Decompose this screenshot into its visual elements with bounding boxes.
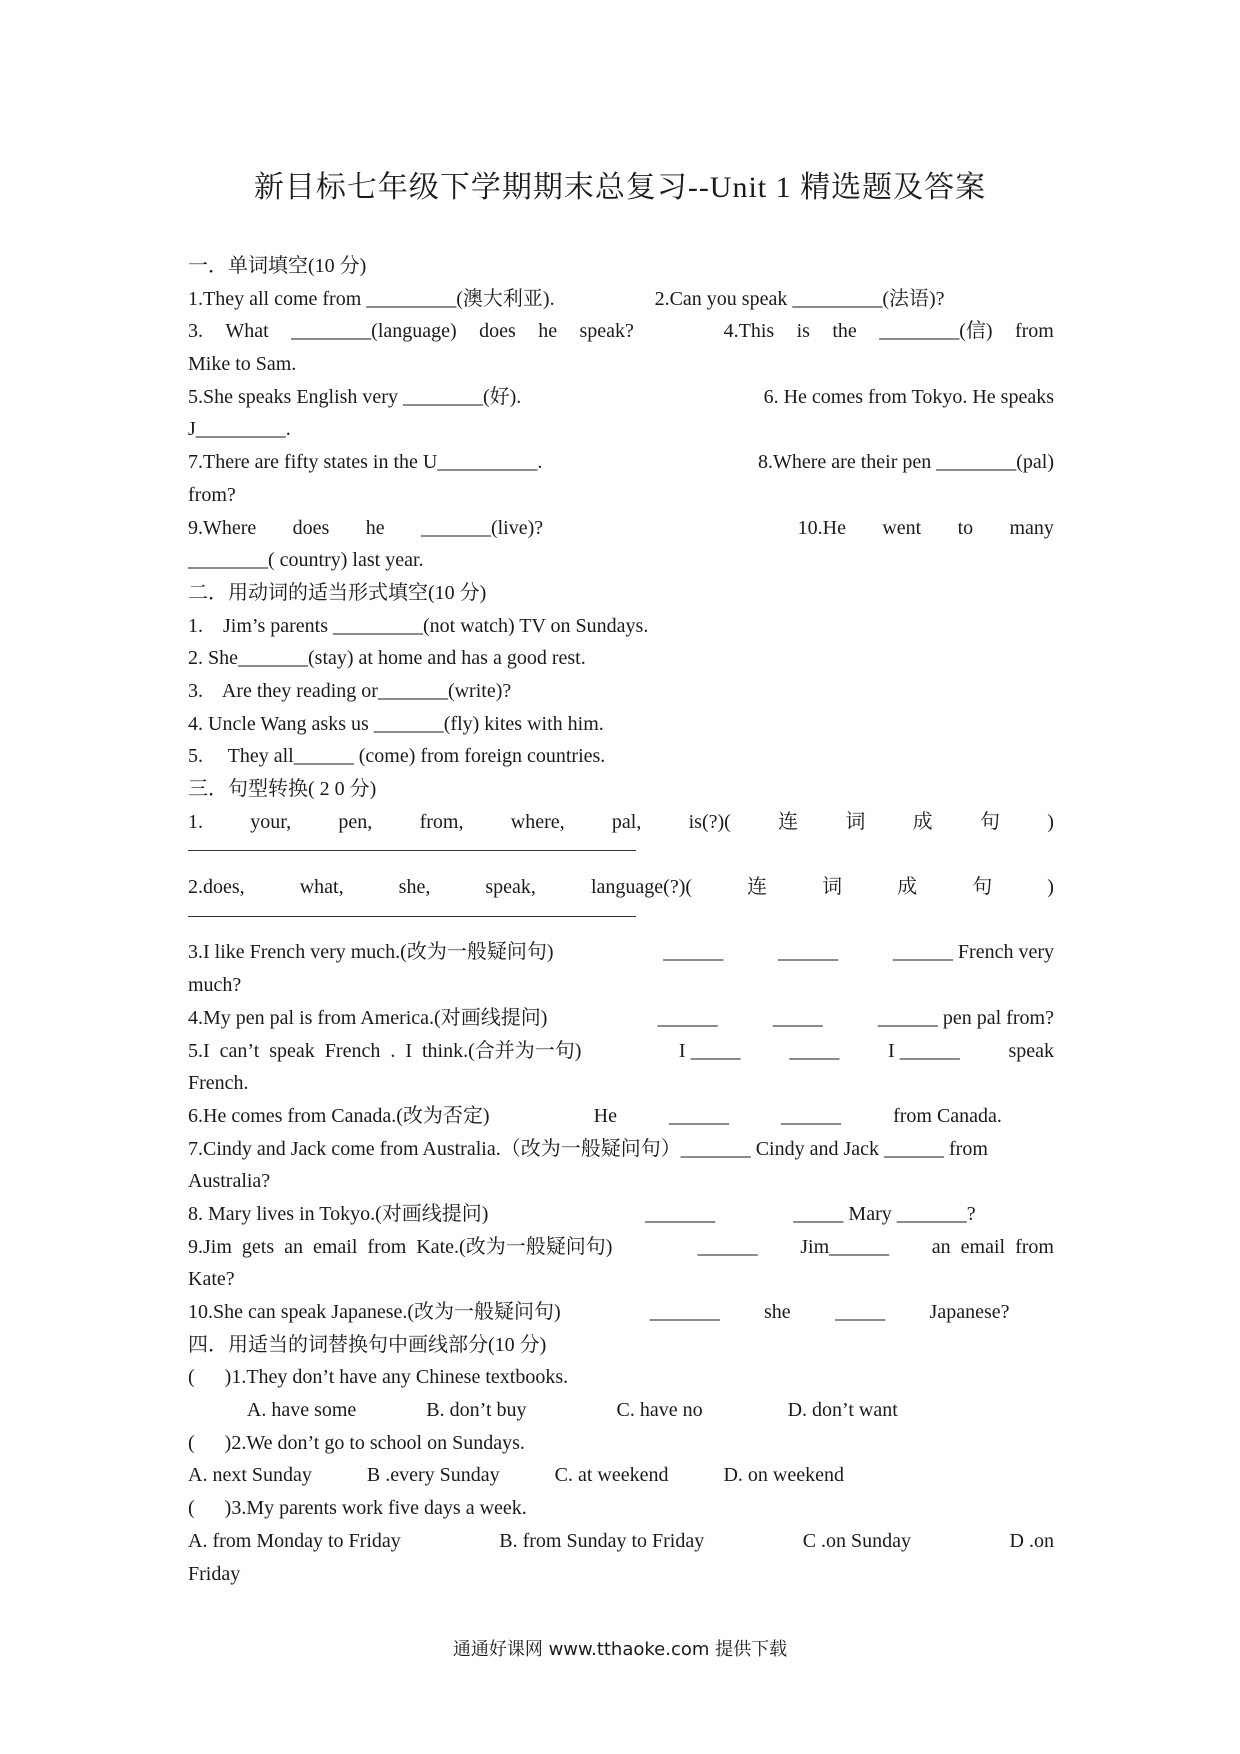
text-line: French. <box>188 1072 249 1095</box>
line-word: 3.I like French very much.(改为一般疑问句) <box>188 941 554 964</box>
page-footer: 通通好课网 www.tthaoke.com 提供下载 <box>452 1639 788 1660</box>
line-word: does <box>292 516 330 539</box>
text-line: ( )1.They don’t have any Chinese textbooks. <box>188 1366 569 1389</box>
line-word: 词 <box>845 810 866 833</box>
text-line <box>188 512 1054 545</box>
line-word: does <box>479 320 516 343</box>
text-line <box>188 315 1054 348</box>
text-line: 1.They all come from _________(澳大利亚). 2.Can you speak _________(法语)? <box>188 287 945 310</box>
line-word: many <box>1009 516 1054 539</box>
line-word: ______ <box>778 941 839 964</box>
line-word: He <box>593 1104 617 1127</box>
text-line: 5. They all______ (come) from foreign countries. <box>188 745 606 768</box>
text-line: 2. She_______(stay) at home and has a good rest. <box>188 647 586 670</box>
line-word: I ______ <box>888 1039 960 1062</box>
line-word: B. from Sunday to Friday <box>499 1529 705 1552</box>
line-word: 8.Where are their pen ________(pal) <box>758 451 1054 474</box>
line-word: your, <box>250 810 292 833</box>
line-word: 连 <box>747 876 768 899</box>
text-line: A. have some B. don’t buy C. have no D. don’t want <box>188 1399 898 1422</box>
line-word: 3. <box>188 320 203 343</box>
line-word: ________(language) <box>291 320 457 343</box>
text-line: Australia? <box>188 1170 271 1193</box>
line-word: where, <box>510 810 565 833</box>
text-line: 三．句型转换( 2 0 分) <box>188 778 377 800</box>
text-line: 4. Uncle Wang asks us _______(fly) kites with him. <box>188 712 604 735</box>
page-title: 新目标七年级下学期期末总复习--Unit 1 精选题及答案 <box>253 171 987 204</box>
line-word: language(?)( <box>590 876 693 899</box>
line-word: an email from <box>931 1235 1054 1258</box>
line-word: from, <box>419 810 464 833</box>
line-word: 9.Jim gets an email from Kate.(改为一般疑问句) <box>188 1235 613 1258</box>
line-word: 9.Where <box>188 516 257 539</box>
answer-line <box>188 838 1054 871</box>
line-word: _____ Mary _______? <box>793 1202 976 1225</box>
exercise-content <box>188 250 1054 1590</box>
text-line: much? <box>188 974 242 997</box>
line-word: speak <box>1008 1039 1054 1062</box>
line-word: went <box>882 516 922 539</box>
line-word: ________(信) <box>879 320 993 343</box>
text-line <box>188 936 1054 969</box>
line-word: ______ <box>781 1104 842 1127</box>
line-word: what, <box>299 876 344 899</box>
text-line <box>188 1296 1054 1329</box>
line-word: 6. He comes from Tokyo. He speaks <box>763 385 1054 408</box>
line-word: C .on Sunday <box>802 1529 912 1552</box>
text-line <box>188 871 1054 904</box>
line-word: ______ <box>669 1104 730 1127</box>
text-line: 四．用适当的词替换句中画线部分(10 分) <box>188 1333 547 1356</box>
text-line <box>188 1525 1054 1558</box>
line-word: _______ <box>645 1202 716 1225</box>
line-word: _____ <box>789 1039 840 1062</box>
line-word: _______ <box>649 1301 720 1323</box>
text-line: ________( country) last year. <box>188 549 424 572</box>
line-word: from <box>1014 320 1054 343</box>
line-word: 10.He <box>797 516 846 539</box>
line-word: _____ <box>835 1301 886 1323</box>
line-word: What <box>225 320 269 343</box>
line-word: 8. Mary lives in Tokyo.(对画线提问) <box>188 1202 489 1225</box>
text-line <box>188 1133 1054 1166</box>
line-word: 句 <box>979 810 1000 833</box>
line-word: 2.does, <box>188 876 245 899</box>
line-word: 7.There are fifty states in the U__________. <box>188 451 543 474</box>
text-line: from? <box>188 483 236 506</box>
line-word: ) <box>1047 876 1054 899</box>
text-line: 3. Are they reading or_______(write)? <box>188 679 512 702</box>
line-word: Jim______ <box>800 1235 890 1258</box>
line-word: is <box>796 320 810 343</box>
line-word: 句 <box>972 876 993 899</box>
line-word: 4.This <box>723 320 775 343</box>
text-line: Kate? <box>188 1268 235 1291</box>
answer-rule <box>188 850 636 851</box>
line-word: he <box>538 320 558 343</box>
line-word: 成 <box>897 876 918 899</box>
line-word: 1. <box>188 810 203 833</box>
text-line <box>188 381 1054 414</box>
line-word: he <box>365 516 385 539</box>
line-word: ______ <box>697 1235 758 1258</box>
line-word: 10.She can speak Japanese.(改为一般疑问句) <box>188 1301 561 1323</box>
text-line: Mike to Sam. <box>188 353 297 376</box>
text-line <box>188 1035 1054 1068</box>
line-word: Japanese? <box>929 1301 1010 1323</box>
text-line: Friday <box>188 1562 241 1585</box>
line-word: is(?)( <box>688 810 731 833</box>
text-line <box>188 446 1054 479</box>
line-word: to <box>957 516 974 539</box>
text-line: ( )3.My parents work five days a week. <box>188 1497 527 1520</box>
line-word: ______ <box>663 941 724 964</box>
line-word: ______ <box>657 1006 718 1029</box>
line-word: ______ French very <box>892 941 1054 964</box>
line-word: 5.She speaks English very ________(好). <box>188 385 522 408</box>
line-word: D .on <box>1009 1529 1054 1552</box>
line-word: 6.He comes from Canada.(改为否定) <box>188 1104 490 1127</box>
line-word: pen, <box>338 810 373 833</box>
line-word: from Canada. <box>893 1104 1002 1127</box>
line-word: I _____ <box>678 1039 741 1062</box>
line-word: 词 <box>822 876 843 899</box>
answer-rule <box>188 916 636 917</box>
text-line: 1. Jim’s parents _________(not watch) TV on Sundays. <box>188 614 649 637</box>
line-word: pal, <box>611 810 642 833</box>
line-word: the <box>832 320 857 343</box>
answer-line <box>188 904 1054 937</box>
text-line <box>188 1231 1054 1264</box>
text-line: A. next Sunday B .every Sunday C. at weekend D. on weekend <box>188 1464 844 1487</box>
line-word: she <box>764 1301 791 1323</box>
line-word: _____ <box>772 1006 823 1029</box>
line-word: 成 <box>912 810 933 833</box>
line-word: A. from Monday to Friday <box>188 1529 401 1552</box>
line-word: speak, <box>485 876 536 899</box>
line-word: ) <box>1047 810 1054 833</box>
text-line <box>188 806 1054 839</box>
line-word: 7.Cindy and Jack come from Australia.（改为一般疑问句）_______ Cindy and Jack ______ from <box>188 1137 988 1160</box>
line-word: she, <box>398 876 431 899</box>
text-line <box>188 1100 1054 1133</box>
line-word: 4.My pen pal is from America.(对画线提问) <box>188 1006 548 1029</box>
line-word: ______ pen pal from? <box>877 1006 1054 1029</box>
line-word: 5.I can’t speak French . I think.(合并为一句) <box>188 1039 582 1062</box>
text-line: 二．用动词的适当形式填空(10 分) <box>188 581 487 604</box>
text-line <box>188 1002 1054 1035</box>
text-line: J_________. <box>188 418 291 441</box>
line-word: _______(live)? <box>420 516 544 539</box>
text-line <box>188 1198 1054 1231</box>
line-word: speak? <box>579 320 634 343</box>
text-line: ( )2.We don’t go to school on Sundays. <box>188 1431 525 1454</box>
line-word: 连 <box>778 810 799 833</box>
text-line: 一．单词填空(10 分) <box>188 255 367 277</box>
